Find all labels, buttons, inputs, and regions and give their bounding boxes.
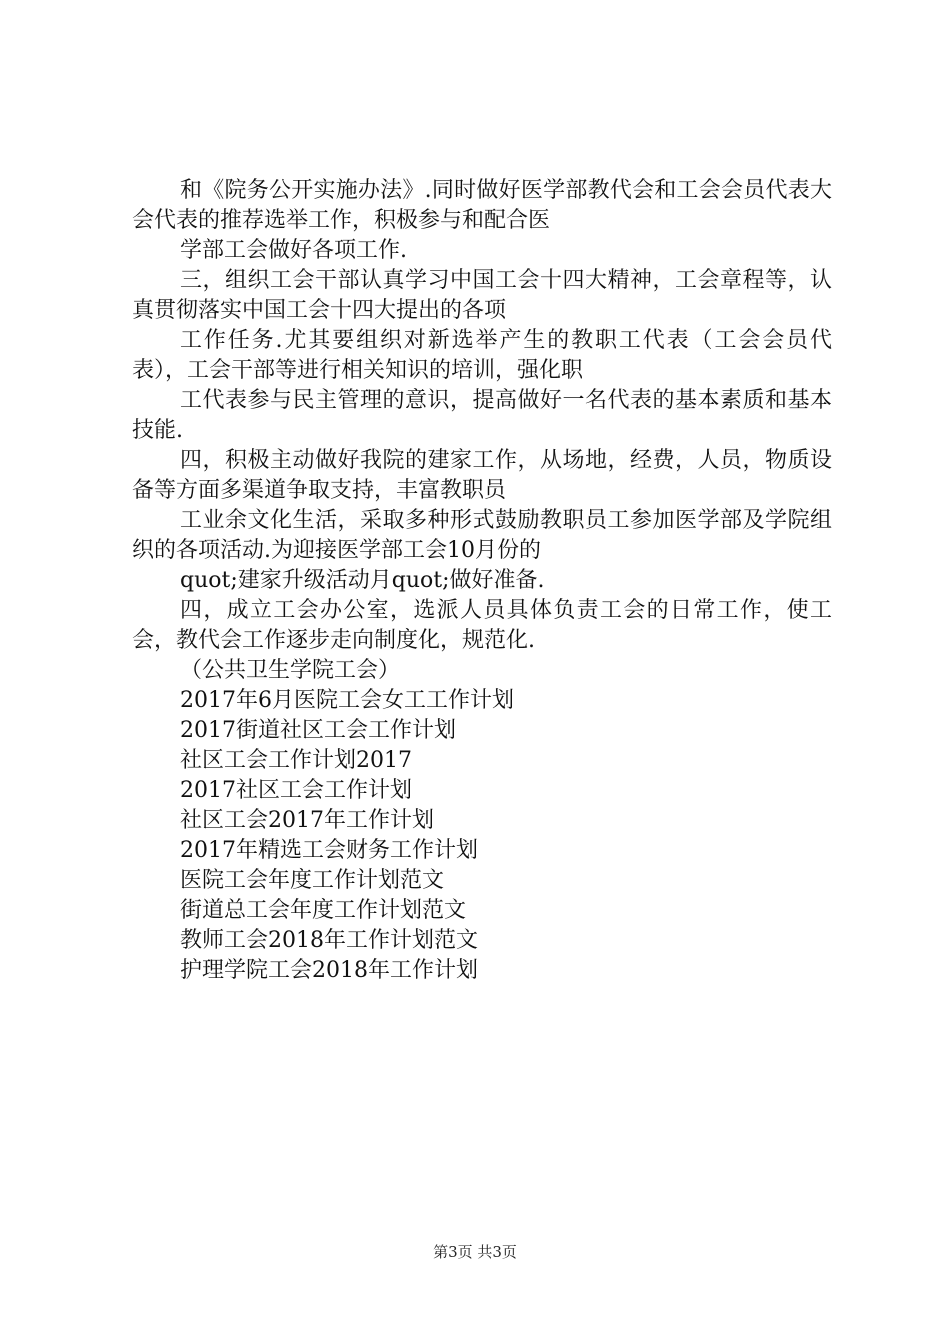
paragraph: 工作任务.尤其要组织对新选举产生的教职工代表（工会会员代表），工会干部等进行相关知识的培训，强化职 bbox=[132, 328, 832, 383]
paragraph: 工代表参与民主管理的意识，提高做好一名代表的基本素质和基本技能. bbox=[132, 388, 832, 443]
related-titles-list bbox=[132, 686, 832, 986]
list-item: 社区工会工作计划2017 bbox=[180, 748, 412, 773]
list-item: 2017年6月医院工会女工工作计划 bbox=[180, 688, 514, 713]
paragraph: 四，成立工会办公室，选派人员具体负责工会的日常工作，使工会，教代会工作逐步走向制度化，规范化. bbox=[132, 598, 832, 653]
list-item: 街道总工会年度工作计划范文 bbox=[180, 898, 467, 923]
list-item: 社区工会2017年工作计划 bbox=[180, 808, 434, 833]
paragraph: 学部工会做好各项工作. bbox=[180, 238, 407, 263]
list-item: 医院工会年度工作计划范文 bbox=[180, 868, 445, 893]
signature-line: （公共卫生学院工会） bbox=[180, 658, 401, 683]
list-item: 教师工会2018年工作计划范文 bbox=[180, 928, 478, 953]
list-item: 护理学院工会2018年工作计划 bbox=[180, 958, 478, 983]
paragraph: quot;建家升级活动月quot;做好准备. bbox=[180, 568, 545, 593]
paragraph: 工业余文化生活，采取多种形式鼓励教职员工参加医学部及学院组织的各项活动.为迎接医学部工会10月份的 bbox=[132, 508, 832, 563]
page-number-footer: 第3页 共3页 bbox=[433, 1243, 517, 1261]
list-item: 2017社区工会工作计划 bbox=[180, 778, 412, 803]
list-item: 2017年精选工会财务工作计划 bbox=[180, 838, 478, 863]
paragraph: 四，积极主动做好我院的建家工作，从场地，经费，人员，物质设备等方面多渠道争取支持，丰富教职员 bbox=[132, 448, 832, 503]
list-item: 2017街道社区工会工作计划 bbox=[180, 718, 456, 743]
paragraph: 三，组织工会干部认真学习中国工会十四大精神，工会章程等，认真贯彻落实中国工会十四大提出的各项 bbox=[132, 268, 832, 323]
paragraph: 和《院务公开实施办法》.同时做好医学部教代会和工会会员代表大会代表的推荐选举工作，积极参与和配合医 bbox=[132, 178, 832, 233]
document-body bbox=[132, 176, 832, 986]
